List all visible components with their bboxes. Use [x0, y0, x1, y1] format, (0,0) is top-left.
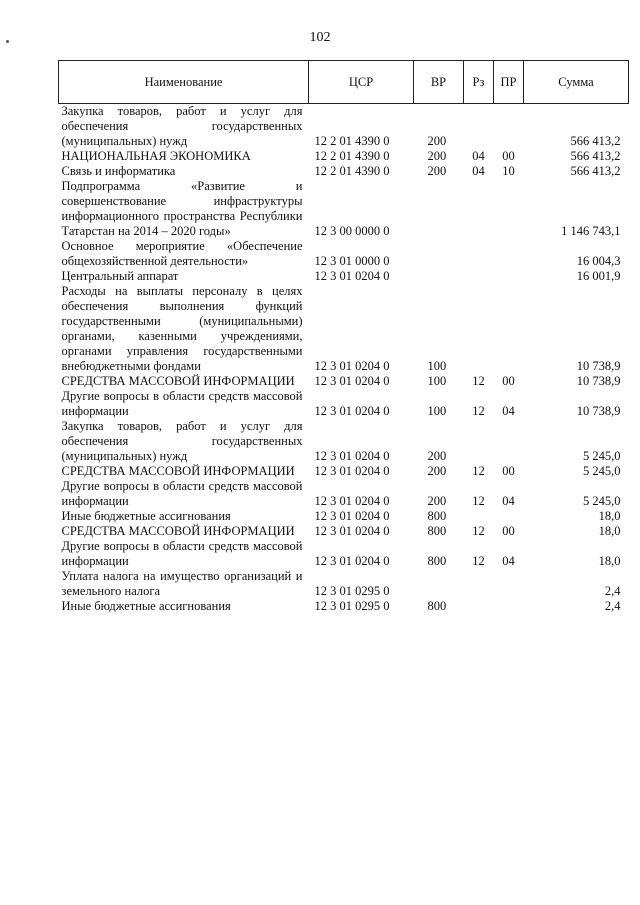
row-vr: 200: [427, 134, 447, 148]
row-rz: [464, 509, 494, 524]
row-csr: 12 3 01 0204 0: [314, 494, 390, 508]
row-vr: 100: [427, 374, 447, 388]
row-vr: 200: [427, 164, 447, 178]
row-name: НАЦИОНАЛЬНАЯ ЭКОНОМИКА: [61, 149, 251, 163]
row-vr: 200: [427, 494, 447, 508]
row-name: СРЕДСТВА МАССОВОЙ ИНФОРМАЦИИ: [61, 464, 295, 478]
row-sum: 5 245,0: [583, 449, 621, 463]
row-vr: [414, 239, 464, 269]
table-row: [59, 479, 629, 509]
row-name: Иные бюджетные ассигнования: [61, 599, 231, 613]
row-name: СРЕДСТВА МАССОВОЙ ИНФОРМАЦИИ: [61, 524, 295, 538]
row-rz: 04: [472, 164, 485, 178]
row-pr: [494, 599, 524, 614]
row-pr: [494, 179, 524, 239]
row-vr: [414, 179, 464, 239]
row-rz: [464, 419, 494, 464]
table-row: [59, 419, 629, 464]
row-name: Подпрограмма «Развитие и совершенствование инфраструктуры информационного пространства Республики Татарстан на 2014 – 2020 годы»: [61, 179, 303, 238]
row-sum: 5 245,0: [583, 494, 621, 508]
row-sum: 10 738,9: [576, 374, 621, 388]
row-vr: [414, 569, 464, 599]
row-csr: 12 3 00 0000 0: [314, 224, 390, 238]
table-row: [59, 539, 629, 569]
row-csr: 12 3 01 0295 0: [314, 599, 390, 613]
row-sum: 1 146 743,1: [561, 224, 621, 238]
row-rz: 12: [472, 374, 485, 388]
row-sum: 10 738,9: [576, 359, 621, 373]
row-name: Другие вопросы в области средств массовой информации: [61, 389, 303, 418]
row-name: Закупка товаров, работ и услуг для обеспечения государственных (муниципальных) нужд: [61, 419, 303, 463]
row-pr: [494, 284, 524, 374]
table-row: [59, 164, 629, 179]
row-csr: 12 3 01 0204 0: [314, 404, 390, 418]
budget-table: [58, 60, 629, 614]
row-name: СРЕДСТВА МАССОВОЙ ИНФОРМАЦИИ: [61, 374, 295, 388]
row-name: Связь и информатика: [61, 164, 176, 178]
table-row: [59, 149, 629, 164]
row-csr: 12 2 01 4390 0: [314, 164, 390, 178]
row-name: Иные бюджетные ассигнования: [61, 509, 231, 523]
row-csr: 12 3 01 0204 0: [314, 524, 390, 538]
table-row: [59, 104, 629, 150]
row-pr: 00: [502, 149, 515, 163]
row-rz: 12: [472, 554, 485, 568]
header-rz: Рз: [464, 61, 494, 104]
row-sum: 18,0: [598, 509, 621, 523]
row-pr: 04: [502, 554, 515, 568]
row-pr: [494, 419, 524, 464]
row-sum: 16 004,3: [576, 254, 621, 268]
row-rz: 04: [472, 149, 485, 163]
row-csr: 12 3 01 0000 0: [314, 254, 390, 268]
table-row: [59, 599, 629, 614]
row-rz: [464, 569, 494, 599]
row-sum: 566 413,2: [570, 134, 621, 148]
row-vr: 100: [427, 359, 447, 373]
table-row: [59, 389, 629, 419]
table-body: [59, 104, 629, 615]
row-pr: [494, 269, 524, 284]
row-pr: 00: [502, 464, 515, 478]
row-vr: 200: [427, 449, 447, 463]
row-vr: 200: [427, 464, 447, 478]
row-name: Другие вопросы в области средств массовой информации: [61, 479, 303, 508]
row-rz: 12: [472, 494, 485, 508]
row-rz: [464, 239, 494, 269]
row-sum: 16 001,9: [576, 269, 621, 283]
table-row: [59, 374, 629, 389]
header-pr: ПР: [494, 61, 524, 104]
row-csr: 12 3 01 0204 0: [314, 269, 390, 283]
row-rz: 12: [472, 404, 485, 418]
row-rz: [464, 179, 494, 239]
header-csr: ЦСР: [309, 61, 414, 104]
table-row: [59, 239, 629, 269]
row-vr: 800: [427, 524, 447, 538]
row-csr: 12 3 01 0204 0: [314, 449, 390, 463]
row-pr: 00: [502, 524, 515, 538]
row-vr: 100: [427, 404, 447, 418]
table-row: [59, 179, 629, 239]
row-pr: [494, 509, 524, 524]
table-row: [59, 269, 629, 284]
row-pr: 00: [502, 374, 515, 388]
table-row: [59, 524, 629, 539]
row-sum: 566 413,2: [570, 164, 621, 178]
row-pr: 10: [502, 164, 515, 178]
row-pr: 04: [502, 494, 515, 508]
header-sum: Сумма: [524, 61, 629, 104]
row-sum: 566 413,2: [570, 149, 621, 163]
row-pr: 04: [502, 404, 515, 418]
row-name: Расходы на выплаты персоналу в целях обеспечения выполнения функций государственными (муниципальными) органами, казенными учреждениями, органами управления государственными внебюджетными фондами: [61, 284, 303, 373]
table-header: [59, 61, 629, 104]
table-row: [59, 509, 629, 524]
row-pr: [494, 104, 524, 150]
row-csr: 12 3 01 0204 0: [314, 509, 390, 523]
row-csr: 12 2 01 4390 0: [314, 134, 390, 148]
row-vr: 200: [427, 149, 447, 163]
table-row: [59, 569, 629, 599]
row-rz: [464, 284, 494, 374]
row-rz: [464, 269, 494, 284]
row-vr: 800: [427, 554, 447, 568]
row-pr: [494, 239, 524, 269]
row-sum: 2,4: [604, 599, 621, 613]
row-name: Основное мероприятие «Обеспечение общехозяйственной деятельности»: [61, 239, 303, 268]
row-rz: [464, 599, 494, 614]
row-vr: [414, 269, 464, 284]
header-name: Наименование: [59, 61, 309, 104]
row-csr: 12 3 01 0204 0: [314, 464, 390, 478]
row-sum: 10 738,9: [576, 404, 621, 418]
row-pr: [494, 569, 524, 599]
row-sum: 5 245,0: [583, 464, 621, 478]
row-csr: 12 2 01 4390 0: [314, 149, 390, 163]
row-rz: 12: [472, 524, 485, 538]
row-rz: 12: [472, 464, 485, 478]
row-rz: [464, 104, 494, 150]
row-name: Центральный аппарат: [61, 269, 179, 283]
row-vr: 800: [427, 509, 447, 523]
table-row: [59, 464, 629, 479]
row-csr: 12 3 01 0204 0: [314, 554, 390, 568]
row-name: Уплата налога на имущество организаций и земельного налога: [61, 569, 303, 598]
row-sum: 2,4: [604, 584, 621, 598]
page-number: 102: [309, 30, 331, 45]
row-sum: 18,0: [598, 524, 621, 538]
row-csr: 12 3 01 0204 0: [314, 374, 390, 388]
row-vr: 800: [427, 599, 447, 613]
row-name: Закупка товаров, работ и услуг для обеспечения государственных (муниципальных) нужд: [61, 104, 303, 148]
row-sum: 18,0: [598, 554, 621, 568]
header-vr: ВР: [414, 61, 464, 104]
row-csr: 12 3 01 0295 0: [314, 584, 390, 598]
row-name: Другие вопросы в области средств массовой информации: [61, 539, 303, 568]
row-csr: 12 3 01 0204 0: [314, 359, 390, 373]
table-row: [59, 284, 629, 374]
